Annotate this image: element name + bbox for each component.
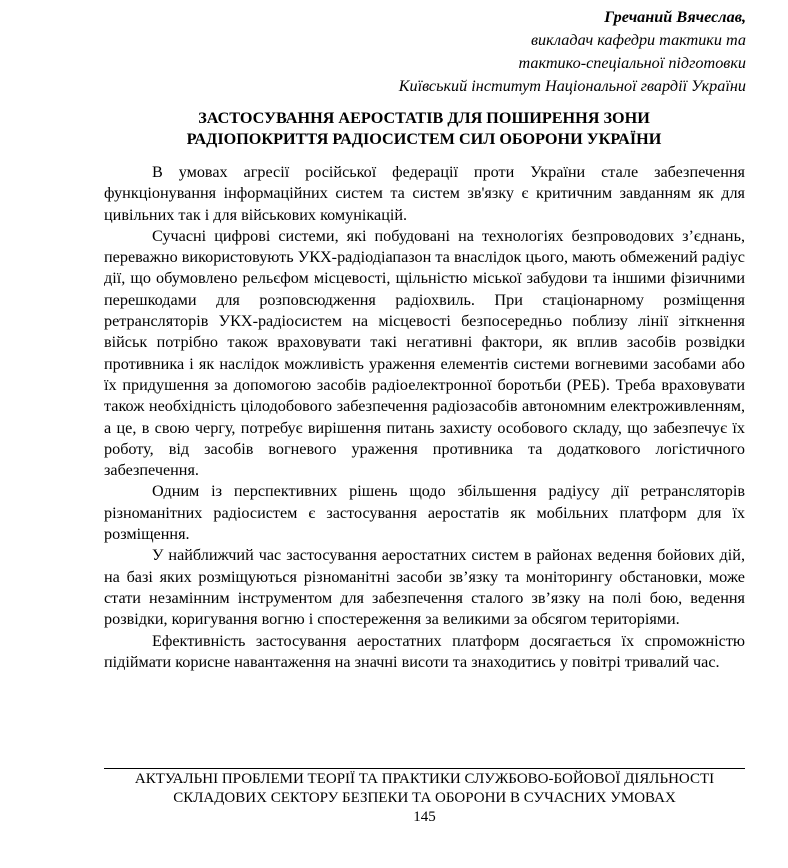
footer-line2: СКЛАДОВИХ СЕКТОРУ БЕЗПЕКИ ТА ОБОРОНИ В СУЧАСНИХ УМОВАХ [173,790,676,806]
article-body [104,162,745,673]
paragraph-1: В умовах агресії російської федерації проти України стале забезпечення функціонування інформаційних систем та систем зв'язку є критичним завданням як для цивільних так і для військових комунікацій. [104,163,745,224]
footer-line1: АКТУАЛЬНІ ПРОБЛЕМИ ТЕОРІЇ ТА ПРАКТИКИ СЛУЖБОВО-БОЙОВОЇ ДІЯЛЬНОСТІ [134,771,715,787]
footer-divider [104,768,745,769]
running-footer [104,770,745,808]
article-title-line1: ЗАСТОСУВАННЯ АЕРОСТАТІВ ДЛЯ ПОШИРЕННЯ ЗОНИ [198,109,650,127]
author-position-line2: тактико-спеціальної підготовки [518,54,746,72]
paragraph-2: Сучасні цифрові системи, які побудовані на технологіях безпроводових з’єднань, переважно використовують УКХ-радіодіапазон та внаслідок цього, мають обмежений радіус дії, що обумовлено рельєфом місцевості, щільністю міської забудови та іншими фізичними перешкодами для розповсюдження радіохвиль. При стаціонарному розміщення ретрансляторів УКХ-радіосистем на місцевості безпосередньо поблизу лінії зіткнення військ потрібно також враховувати такі негативні фактори, як вплив засобів розвідки противника і як наслідок можливість ураження елементів системи вогневими засобами або їх придушення за допомогою засобів радіоелектронної боротьби (РЕБ). Треба враховувати також необхідність цілодобового забезпечення радіозасобів автономним електроживленням, а це, в свою чергу, потребує вирішення питань захисту особового складу, що забезпечує їх роботу, від засобів вогневого ураження противника та додаткового логістичного забезпечення. [104,226,745,480]
author-name: Гречаний Вячеслав, [604,8,746,26]
paragraph-4: У найближчий час застосування аеростатних систем в районах ведення бойових дій, на базі яких розміщуються різноманітні засоби зв’язку та моніторингу обстановки, може стати незамінним інструментом для забезпечення сталого зв’язку на полі бою, ведення розвідки, коригування вогню і спостереження за великими за обсягом територіями. [104,546,745,629]
paragraph-3: Одним із перспективних рішень щодо збільшення радіусу дії ретрансляторів різноманітних радіосистем є застосування аеростатів як мобільних платформ для їх розміщення. [104,482,745,544]
author-block [399,6,746,98]
author-position-line1: викладач кафедри тактики та [531,31,746,49]
paragraph-5: Ефективність застосування аеростатних платформ досягається їх спроможністю підіймати корисне навантаження на значні висоти та знаходитись у повітрі тривалий час. [104,631,745,671]
article-title [104,108,744,150]
author-institution: Київський інститут Національної гвардії України [398,77,746,95]
article-title-line2: РАДІОПОКРИТТЯ РАДІОСИСТЕМ СИЛ ОБОРОНИ УКРАЇНИ [186,130,662,148]
page-number: 145 [413,809,436,825]
